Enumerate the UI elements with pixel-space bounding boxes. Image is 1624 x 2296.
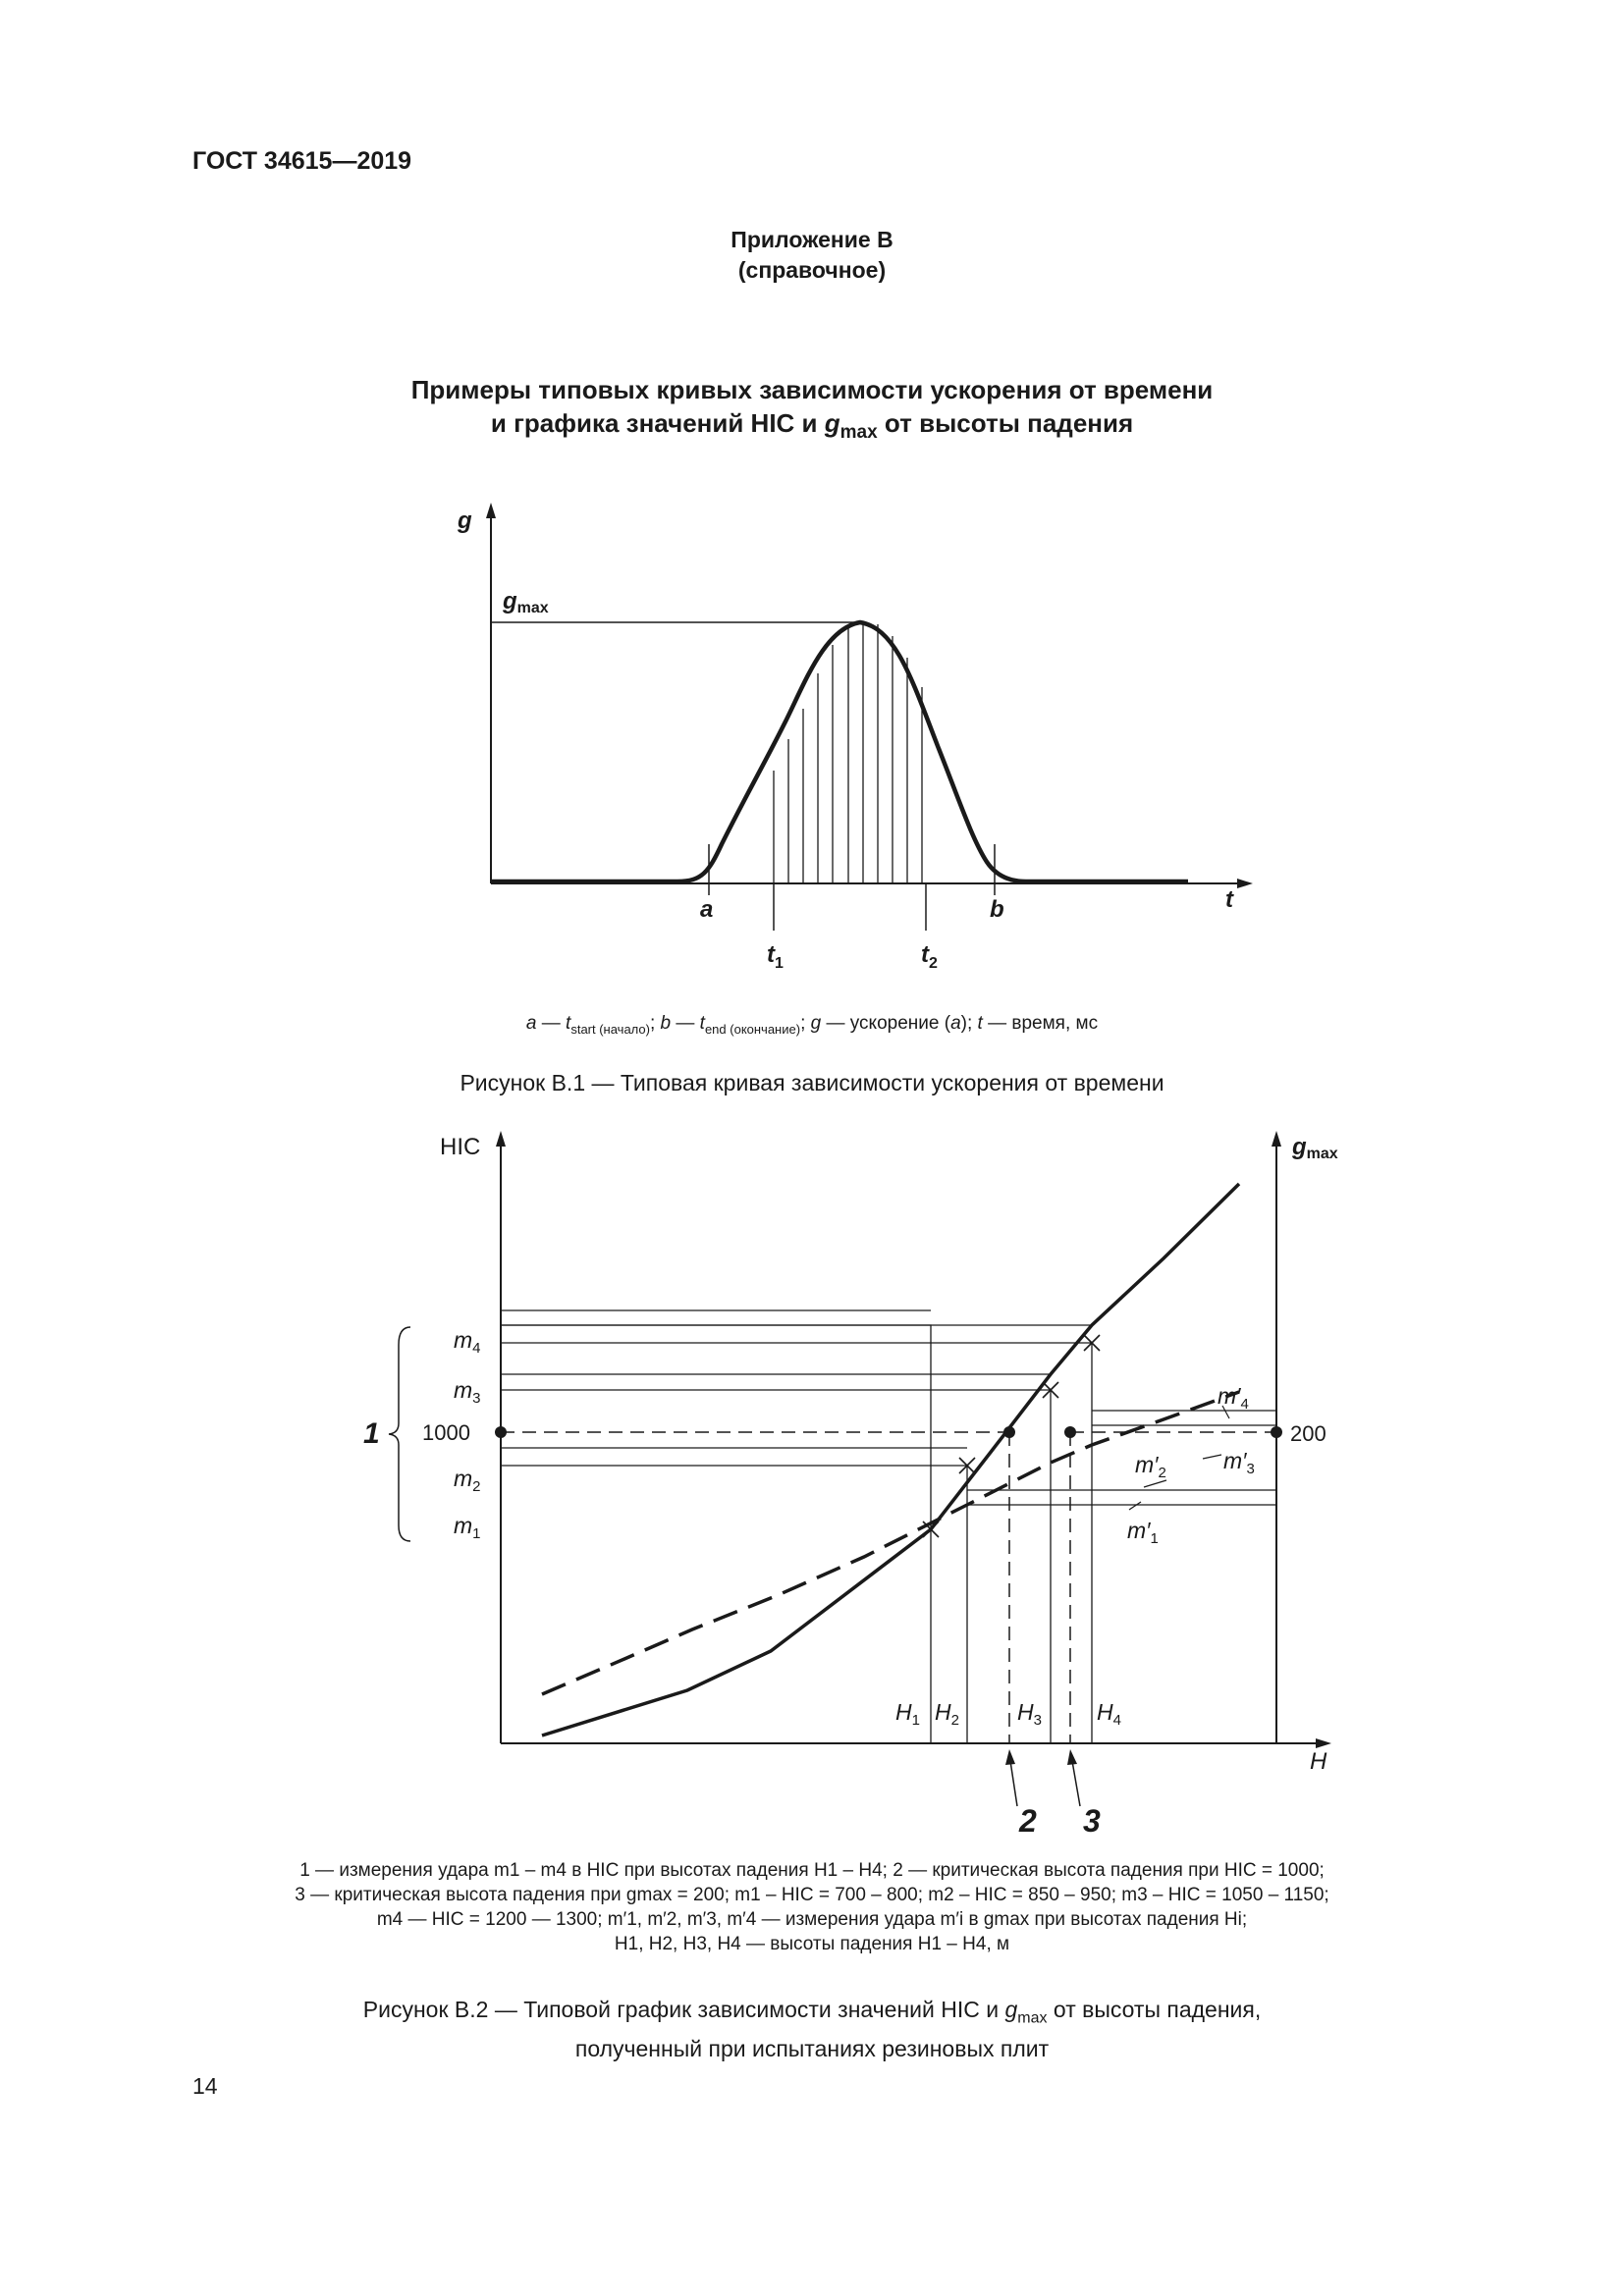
fig2-h4-sub: 4 [1112,1712,1121,1729]
fig1-gmax-label [502,588,549,616]
legend1-dash1: — [536,1013,567,1034]
legend1-g-text: — ускорение ( [821,1013,951,1034]
legend2-line2: 3 — критическая высота падения при gmax = 200; m1 – HIC = 700 – 800; m2 – HIC = 850 – 950; m3 – HIC = 1050 – 1150; [295,1885,1329,1905]
fig2-gmax-g: g [1292,1134,1307,1160]
fig2-h2-h: H [935,1699,951,1725]
fig2-h1-label [895,1699,920,1729]
fig2-m4-sub: 4 [472,1340,481,1357]
fig2-h-arrow [1316,1738,1331,1748]
fig2-gmax-axis-label [1291,1134,1338,1162]
fig2-gmax-curve [542,1392,1239,1694]
fig1-t1-t: t [767,941,775,968]
fig2-marker3-arrowhead [1067,1749,1077,1765]
legend1-tend-sub: end (окончание) [704,1021,801,1037]
appendix-note: (справочное) [737,257,887,283]
figure2-caption [0,1995,1624,2063]
fig2-m1prime-label [1127,1518,1159,1547]
fig1-x-label: t [1225,886,1233,913]
fig2-h2-label [935,1699,959,1729]
legend1-t-text: — время, мс [982,1013,1099,1034]
legend1-sep2: ; [800,1013,811,1034]
fig2-m1-m: m [454,1513,473,1538]
fig2-h-label: H [1310,1748,1327,1775]
fig2-m4prime-m: m′ [1218,1383,1241,1409]
fig2-m1prime-m: m′ [1127,1518,1151,1543]
fig2-m3-m: m [454,1377,473,1403]
figure2-diagram [0,1109,1624,1855]
fig2-m3-sub: 3 [472,1390,481,1407]
legend1-g-close: ); [960,1013,978,1034]
fig2-m4prime-label [1218,1383,1249,1413]
fig2-m2-label [454,1466,481,1495]
fig1-hatch [774,622,922,883]
fig1-y-arrow [486,503,496,518]
caption2-line1 [0,1995,1624,2034]
caption2-end: от высоты падения, [1047,1997,1262,2022]
legend1-tend: t [699,1013,705,1034]
fig2-m2prime-label [1135,1452,1166,1481]
fig2-hic-arrow [496,1131,506,1147]
document-header: ГОСТ 34615—2019 [192,147,412,175]
fig1-acceleration-curve [491,622,1188,881]
fig2-m4-m: m [454,1327,473,1353]
figure1-diagram [0,0,1624,1099]
appendix-title: Приложение В [731,227,893,252]
fig1-t1-sub: 1 [775,955,784,972]
legend1-dash2: — [671,1013,700,1034]
fig2-marker2-arrow-line [1010,1761,1017,1806]
fig2-m1prime-sub: 1 [1150,1530,1159,1547]
fig2-marker3-arrow-line [1072,1761,1080,1806]
page-number: 14 [192,2073,218,2099]
section-title-sub: max [839,422,878,444]
fig2-h4-h: H [1097,1699,1113,1725]
fig1-b-label: b [990,896,1004,923]
fig2-group-label: 1 [363,1417,380,1450]
legend2-line1: 1 — измерения удара m1 – m4 в HIC при высотах падения H1 – H4; 2 — критическая высота падения при HIC = 1000; [299,1860,1325,1881]
fig2-h3-sub: 3 [1033,1712,1042,1729]
fig1-t2-label [921,941,938,972]
fig2-m1-sub: 1 [472,1525,481,1542]
caption2-g: g [1004,1997,1018,2022]
fig2-m-levels [501,1310,1092,1743]
fig2-value-1000: 1000 [422,1420,470,1445]
legend1-b: b [660,1013,672,1034]
fig1-gmax-g: g [503,588,517,614]
legend1-g-a: a [950,1013,961,1034]
fig2-m4prime-sub: 4 [1240,1396,1249,1413]
fig2-m3-label [454,1377,481,1407]
fig2-marker-3: 3 [1083,1803,1101,1839]
fig2-h1-sub: 1 [911,1712,920,1729]
section-title-text: и графика значений HIC и [490,408,825,438]
caption2-line2: полученный при испытаниях резиновых плит [574,2035,1050,2061]
fig2-hic-label: HIC [440,1134,481,1160]
fig2-h2-sub: 2 [950,1712,959,1729]
fig2-m4-label [454,1327,481,1357]
fig1-gmax-sub: max [516,600,549,616]
figure2-legend [0,1858,1624,1956]
fig2-m2-m: m [454,1466,473,1491]
fig2-m2prime-m: m′ [1135,1452,1159,1477]
fig2-marker2-arrowhead [1005,1749,1015,1765]
fig1-y-label: g [458,507,472,534]
legend1-tstart: t [566,1013,571,1034]
fig2-h1-h: H [895,1699,912,1725]
legend2-line3: m4 — HIC = 1200 — 1300; m′1, m′2, m′3, m′4 — измерения удара m′i в gmax при высотах падения Hi; [376,1909,1248,1930]
fig1-a-label: a [700,896,714,923]
fig1-t2-sub: 2 [929,955,938,972]
caption2-text: Рисунок В.2 — Типовой график зависимости значений HIC и [362,1997,1005,2022]
fig1-t2-t: t [921,941,929,968]
fig2-value-200: 200 [1290,1421,1326,1446]
fig1-t1-label [767,941,784,972]
fig2-m3prime-sub: 3 [1246,1461,1255,1477]
section-title-g: g [824,408,840,438]
legend1-a: a [525,1013,537,1034]
fig2-h3-label [1017,1699,1042,1729]
section-title-line1: Примеры типовых кривых зависимости ускорения от времени [410,375,1214,404]
figure1-legend [0,1011,1624,1041]
caption2-sub: max [1017,2009,1048,2027]
fig2-m2prime-sub: 2 [1158,1465,1166,1481]
fig2-gmax-arrow [1272,1131,1281,1147]
fig2-m3prime-m: m′ [1223,1448,1247,1473]
section-title-end: от высоты падения [877,408,1134,438]
legend1-t: t [977,1013,983,1034]
fig2-m3prime-label [1223,1448,1255,1477]
fig2-group-bracket [389,1327,410,1541]
fig2-gmax-sub: max [1306,1146,1338,1162]
fig2-marker-2: 2 [1019,1803,1037,1839]
legend1-g: g [810,1013,822,1034]
legend1-tstart-sub: start (начало) [570,1021,650,1037]
fig1-x-arrow [1237,879,1253,888]
legend2-line4: H1, H2, H3, H4 — высоты падения H1 – H4, м [614,1934,1010,1954]
fig2-m1-label [454,1513,481,1542]
legend1-sep1: ; [649,1013,661,1034]
figure1-caption: Рисунок В.1 — Типовая кривая зависимости ускорения от времени [460,1070,1164,1095]
fig2-m2-sub: 2 [472,1478,481,1495]
fig2-h3-h: H [1017,1699,1034,1725]
fig2-h4-label [1097,1699,1121,1729]
